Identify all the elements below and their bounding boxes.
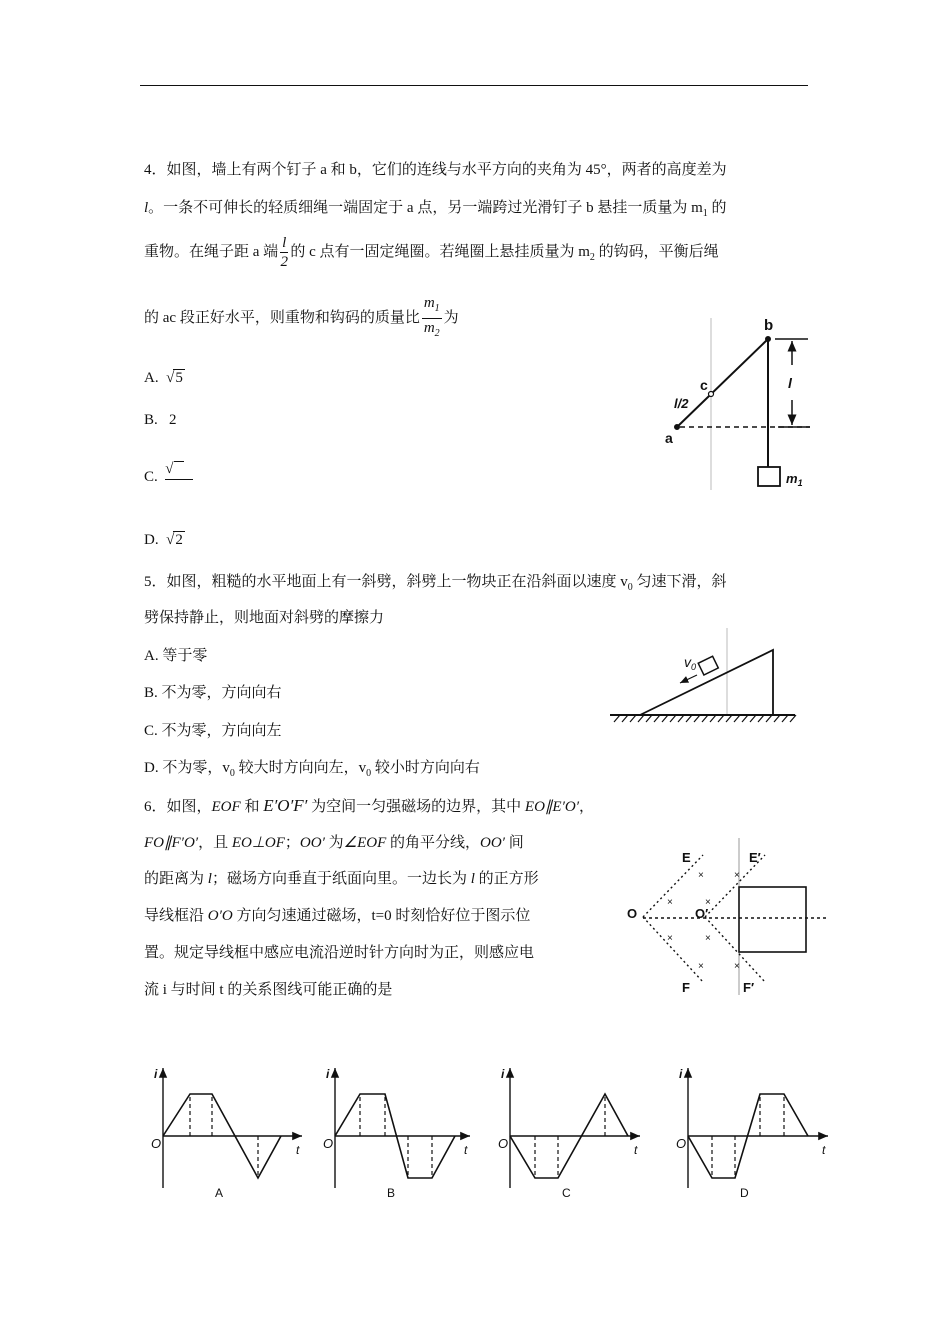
q5-text: 5．如图，粗糙的水平地面上有一斜劈，斜劈上一物块正在沿斜面以速度 v [144, 574, 628, 590]
math: O′O [207, 908, 233, 924]
option-text: 不为零，v [162, 760, 230, 776]
denominator: 2 [280, 254, 288, 271]
q6-text: 的距离为 [144, 871, 208, 887]
math: EO⊥OF [231, 835, 285, 851]
q4-option-d: D. √2 [144, 532, 183, 548]
q6-text: 6．如图， [144, 799, 212, 815]
svg-text:×: × [667, 897, 673, 908]
q6-text: ，且 [198, 835, 232, 851]
q4-text: 重物。在绳子距 a 端 [144, 244, 279, 260]
option-value: √ [165, 461, 174, 477]
math: FO∥F′O′ [144, 835, 199, 851]
q4-figure [675, 318, 811, 490]
label-half-l: l/2 [674, 396, 689, 411]
option-text: 等于零 [162, 648, 208, 664]
subscript: 2 [589, 252, 595, 263]
option-label: B. [144, 412, 158, 428]
option-label: C. [144, 723, 158, 739]
q6-text: 导线框沿 [144, 908, 208, 924]
graph-option-label: D [740, 1186, 749, 1200]
q4-text: 为 [443, 309, 459, 326]
label-t: t [822, 1143, 826, 1157]
q6-text: ； [284, 835, 300, 851]
svg-text:×: × [734, 870, 740, 881]
option-value: 5 [175, 370, 183, 386]
subscript: 2 [434, 328, 440, 339]
q4-text: 的钩码，平衡后绳 [594, 244, 719, 260]
option-label: C. [144, 469, 158, 485]
q4-text: 的 ac 段正好水平，则重物和钩码的质量比 [144, 309, 420, 326]
weight-m1 [758, 467, 780, 486]
subscript: 0 [627, 582, 633, 593]
q6-text: ；磁场方向垂直于纸面向里。一边长为 [211, 871, 471, 887]
velocity-arrow [680, 675, 697, 683]
math: ∠EOF [343, 835, 387, 851]
q4-text: 。一条不可伸长的轻质细绳一端固定于 a 点，另一端跨过光滑钉子 b 悬挂一质量为 m [148, 200, 703, 216]
subscript: 1 [434, 303, 440, 314]
math: EOF [211, 799, 241, 815]
field-x-marks [667, 870, 740, 972]
svg-text:×: × [734, 961, 740, 972]
math: EO∥E′O′ [524, 799, 579, 815]
q6-text: 方向匀速通过磁场，t=0 时刻恰好位于图示位 [232, 908, 531, 924]
math: E′O′F′ [263, 796, 308, 815]
math: OO′ [480, 835, 505, 851]
label-origin: O [323, 1136, 334, 1151]
math: l [207, 871, 212, 887]
svg-text:×: × [705, 897, 711, 908]
var-l: l [144, 200, 149, 216]
graph-option-label: A [215, 1186, 224, 1200]
q5-text: 劈保持静止，则地面对斜劈的摩擦力 [144, 610, 385, 626]
label-t: t [464, 1143, 468, 1157]
q5-text: 匀速下滑，斜 [632, 574, 727, 590]
svg-text:×: × [698, 870, 704, 881]
denominator: m [423, 320, 435, 336]
svg-text:×: × [667, 933, 673, 944]
subscript: 1 [702, 208, 708, 219]
label-E-prime: E′ [749, 850, 761, 865]
subscript: 0 [366, 768, 372, 779]
label-t: t [634, 1143, 638, 1157]
square-loop [739, 887, 806, 952]
label-i: i [326, 1067, 330, 1081]
label-origin: O [498, 1136, 509, 1151]
q4-option-a: A. √5 [144, 370, 183, 386]
rope-ab [677, 339, 768, 427]
q4-text: 的 [707, 200, 727, 216]
q6-text: 为空间一匀强磁场的边界，其中 [307, 799, 525, 815]
option-text: 较小时方向向右 [371, 760, 480, 776]
option-label: A. [144, 370, 159, 386]
numerator: l [282, 235, 287, 252]
q6-text: 为 [324, 835, 344, 851]
label-a: a [665, 430, 673, 446]
label-c: c [700, 377, 708, 393]
label-i: i [154, 1067, 158, 1081]
label-m1: $m_1$ [786, 471, 803, 488]
subscript: 0 [229, 768, 235, 779]
block [698, 656, 718, 675]
math: OO′ [299, 835, 325, 851]
nail-a [675, 425, 680, 430]
svg-text:×: × [705, 933, 711, 944]
label-l: l [788, 375, 792, 391]
label-E: E [682, 850, 691, 865]
q6-text: 流 i 与时间 t 的关系图线可能正确的是 [144, 982, 393, 998]
graph-option-label: B [387, 1186, 396, 1200]
math: l [470, 871, 475, 887]
label-b: b [764, 317, 774, 334]
q5-figure [610, 628, 796, 722]
q6-text: 间 [504, 835, 524, 851]
svg-text:×: × [698, 961, 704, 972]
answer-graphs [151, 1067, 828, 1200]
label-F-prime: F′ [743, 980, 755, 995]
nail-b [766, 337, 771, 342]
q6-text: 和 [240, 799, 264, 815]
q6-text: 的角平分线， [386, 835, 480, 851]
q6-text: ， [578, 799, 594, 815]
option-text: 不为零，方向向左 [161, 723, 282, 739]
option-label: D. [144, 760, 159, 776]
option-label: D. [144, 532, 159, 548]
label-origin: O [151, 1136, 162, 1151]
option-value: 2 [169, 412, 177, 428]
graph-option-label: C [562, 1186, 571, 1200]
label-t: t [296, 1143, 300, 1157]
label-F: F [682, 980, 690, 995]
option-text: 较大时方向向左，v [234, 760, 367, 776]
label-i: i [501, 1067, 505, 1081]
option-value: 2 [175, 532, 183, 548]
option-text: 不为零，方向向右 [161, 685, 282, 701]
label-origin: O [676, 1136, 687, 1151]
label-O-prime: O′ [695, 906, 709, 921]
label-v0: $v_0$ [684, 654, 697, 672]
numerator: m [423, 295, 435, 311]
q6-text: 置。规定导线框中感应电流沿逆时针方向时为正，则感应电 [144, 945, 535, 961]
q6-text: 的正方形 [474, 871, 539, 887]
option-label: B. [144, 685, 158, 701]
ring-c [709, 392, 714, 397]
label-i: i [679, 1067, 683, 1081]
label-O: O [627, 906, 638, 921]
ground-hatching [614, 715, 796, 722]
q4-text: 的 c 点有一固定绳圈。若绳圈上悬挂质量为 m [290, 244, 590, 260]
q4-text: 4．如图，墙上有两个钉子 a 和 b，它们的连线与水平方向的夹角为 45°，两者的高度差为 [144, 162, 727, 178]
option-label: A. [144, 648, 159, 664]
